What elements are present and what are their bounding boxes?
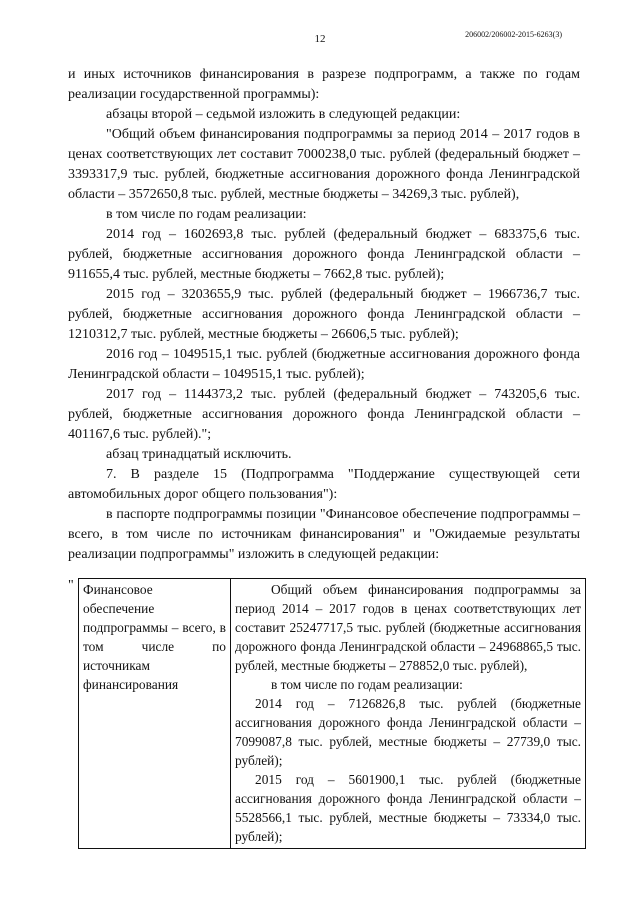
paragraph-passport: в паспорте подпрограммы позиции "Финансовое обеспечение подпрограммы – всего, в том числе по источникам финансирования" и "Ожидаемые результаты реализации подпрограммы" изложить в следующей редакции: bbox=[68, 507, 580, 562]
funding-2015-text: 2015 год – 5601900,1 тыс. рублей (бюджетные ассигнования дорожного фонда Ленинградской области – 5528566,1 тыс. рублей, местные бюджеты – 73334,0 тыс. рублей); bbox=[235, 772, 581, 844]
paragraph-year-2016: 2016 год – 1049515,1 тыс. рублей (бюджетные ассигнования дорожного фонда Ленинградской области – 1049515,1 тыс. рублей); bbox=[68, 347, 580, 382]
paragraph-section-15: 7. В разделе 15 (Подпрограмма "Поддержание существующей сети автомобильных дорог общего пользования"): bbox=[68, 467, 580, 502]
page-number: 12 bbox=[314, 33, 326, 45]
paragraph-year-2017: 2017 год – 1144373,2 тыс. рублей (федеральный бюджет – 743205,6 тыс. рублей, бюджетные ассигнования дорожного фонда Ленинградской области – 401167,6 тыс. рублей)."; bbox=[68, 387, 580, 442]
document-body bbox=[68, 65, 580, 565]
funding-value-cell bbox=[231, 579, 586, 849]
paragraph-year-2014: 2014 год – 1602693,8 тыс. рублей (федеральный бюджет – 683375,6 тыс. рублей, бюджетные ассигнования дорожного фонда Ленинградской области – 911655,4 тыс. рублей, местные бюджеты – 7662,8 тыс. рублей); bbox=[68, 227, 580, 282]
funding-total-text: Общий объем финансирования подпрограммы за период 2014 – 2017 годов в ценах соответствующих лет составит 25247717,5 тыс. рублей (бюджетные ассигнования дорожного фонда Ленинградской области – 24968865,5 тыс. рублей, местные бюджеты – 278852,0 тыс. рублей), bbox=[235, 582, 581, 673]
passport-table bbox=[78, 578, 586, 849]
paragraph-total-funding: "Общий объем финансирования подпрограммы за период 2014 – 2017 годов в ценах соответствующих лет составит 7000238,0 тыс. рублей (федеральный бюджет – 3393317,9 тыс. рублей, бюджетные ассигнования дорожного фонда Ленинградской области – 3572650,8 тыс. рублей, местные бюджеты – 34269,3 тыс. рублей), bbox=[68, 127, 580, 202]
paragraph-intro: и иных источников финансирования в разрезе подпрограмм, а также по годам реализации государственной программы): bbox=[68, 67, 580, 102]
paragraph-year-2015: 2015 год – 3203655,9 тыс. рублей (федеральный бюджет – 1966736,7 тыс. рублей, бюджетные ассигнования дорожного фонда Ленинградской области – 1210312,7 тыс. рублей, местные бюджеты – 26606,5 тыс. рублей); bbox=[68, 287, 580, 342]
funding-label-cell: Финансовое обеспечение подпрограммы – всего, в том числе по источникам финансирования bbox=[79, 579, 231, 849]
paragraph-by-years: в том числе по годам реализации: bbox=[106, 207, 307, 222]
funding-2014-text: 2014 год – 7126826,8 тыс. рублей (бюджетные ассигнования дорожного фонда Ленинградской области – 7099087,8 тыс. рублей, местные бюджеты – 27739,0 тыс. рублей); bbox=[235, 696, 581, 768]
document-id: 206002/206002-2015-6263(3) bbox=[465, 30, 562, 39]
open-quote: " bbox=[68, 578, 74, 593]
table-row bbox=[79, 579, 586, 849]
paragraph-edit-instruction: абзацы второй – седьмой изложить в следующей редакции: bbox=[106, 107, 461, 122]
funding-by-years-text: в том числе по годам реализации: bbox=[271, 677, 463, 692]
paragraph-exclude: абзац тринадцатый исключить. bbox=[106, 447, 292, 462]
